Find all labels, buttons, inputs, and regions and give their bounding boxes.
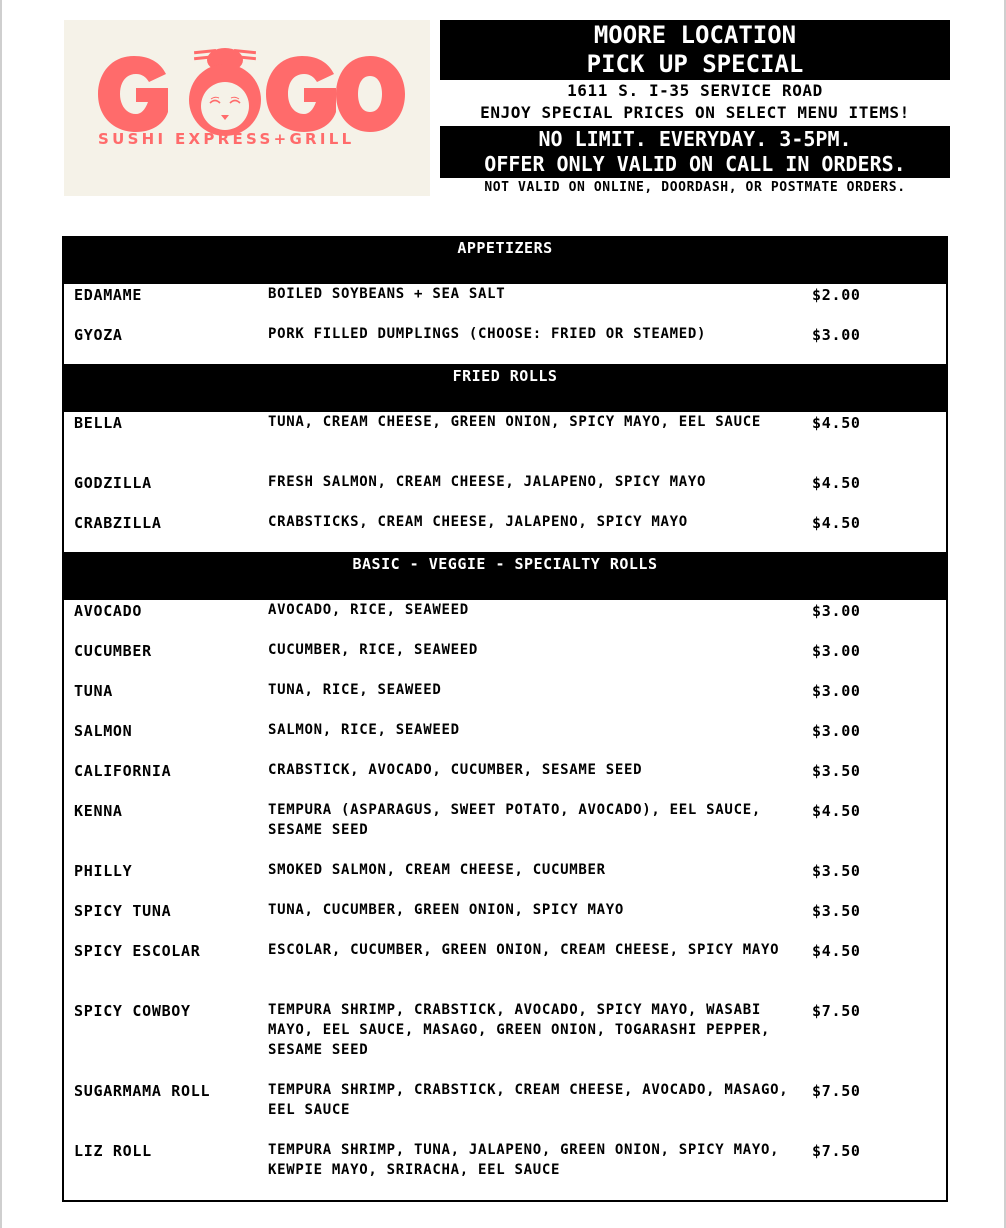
promo-disclaimer: NOT VALID ON ONLINE, DOORDASH, OR POSTMATE ORDERS. <box>484 180 906 195</box>
menu-item-price: $4.50 <box>812 802 861 820</box>
menu-item-desc: CRABSTICKS, CREAM CHEESE, JALAPENO, SPICY MAYO <box>268 514 688 530</box>
menu-item-desc: BOILED SOYBEANS + SEA SALT <box>268 286 506 302</box>
menu-item-desc: SALMON, RICE, SEAWEED <box>268 722 460 738</box>
logo-tagline: SUSHI EXPRESS+GRILL <box>98 130 355 148</box>
menu-item-desc: TEMPURA SHRIMP, CRABSTICK, CREAM CHEESE, AVOCADO, MASAGO, EEL SAUCE <box>268 1082 789 1118</box>
menu-table <box>62 236 948 1202</box>
menu-item-name: BELLA <box>74 414 123 432</box>
menu-item-name: SALMON <box>74 722 133 740</box>
menu-item-desc: TUNA, CREAM CHEESE, GREEN ONION, SPICY MAYO, EEL SAUCE <box>268 414 761 430</box>
menu-item-price: $4.50 <box>812 942 861 960</box>
menu-item-price: $4.50 <box>812 414 861 432</box>
menu-item-row <box>64 1140 946 1200</box>
menu-item-name: AVOCADO <box>74 602 143 620</box>
menu-item-price: $3.50 <box>812 902 861 920</box>
menu-item-row <box>64 1000 946 1080</box>
menu-item-name: SPICY COWBOY <box>74 1002 191 1020</box>
menu-item-price: $7.50 <box>812 1082 861 1100</box>
menu-item-row <box>64 680 946 720</box>
menu-item-row <box>64 860 946 900</box>
menu-item-row <box>64 940 946 1000</box>
menu-item-desc: TEMPURA SHRIMP, TUNA, JALAPENO, GREEN ONION, SPICY MAYO, KEWPIE MAYO, SRIRACHA, EEL SAUCE <box>268 1142 780 1178</box>
menu-item-row <box>64 760 946 800</box>
menu-item-row <box>64 800 946 860</box>
promo-offer-line1: NO LIMIT. EVERYDAY. 3-5PM. <box>538 127 852 151</box>
promo-block <box>440 20 950 198</box>
logo <box>64 20 430 196</box>
menu-item-name: GODZILLA <box>74 474 152 492</box>
menu-item-name: SUGARMAMA ROLL <box>74 1082 211 1100</box>
menu-item-desc: FRESH SALMON, CREAM CHEESE, JALAPENO, SPICY MAYO <box>268 474 707 490</box>
menu-item-desc: TUNA, CUCUMBER, GREEN ONION, SPICY MAYO <box>268 902 625 918</box>
menu-item-price: $4.50 <box>812 514 861 532</box>
menu-item-price: $2.00 <box>812 286 861 304</box>
menu-item-desc: SMOKED SALMON, CREAM CHEESE, CUCUMBER <box>268 862 606 878</box>
menu-item-price: $3.00 <box>812 602 861 620</box>
menu-item-desc: AVOCADO, RICE, SEAWEED <box>268 602 469 618</box>
menu-item-desc: TEMPURA (ASPARAGUS, SWEET POTATO, AVOCADO), EEL SAUCE, SESAME SEED <box>268 802 761 838</box>
gogo-logo-icon <box>96 48 406 138</box>
menu-item-desc: CUCUMBER, RICE, SEAWEED <box>268 642 478 658</box>
menu-item-row <box>64 900 946 940</box>
section-header-basic-veggie-specialty-rolls: BASIC - VEGGIE - SPECIALTY ROLLS <box>64 552 946 600</box>
menu-item-row <box>64 640 946 680</box>
menu-item-name: CALIFORNIA <box>74 762 172 780</box>
menu-item-price: $3.00 <box>812 722 861 740</box>
promo-title <box>440 20 950 80</box>
menu-item-name: CUCUMBER <box>74 642 152 660</box>
menu-item-price: $7.50 <box>812 1002 861 1020</box>
menu-item-desc: CRABSTICK, AVOCADO, CUCUMBER, SESAME SEED <box>268 762 643 778</box>
menu-item-price: $3.00 <box>812 642 861 660</box>
menu-item-desc: ESCOLAR, CUCUMBER, GREEN ONION, CREAM CHEESE, SPICY MAYO <box>268 942 780 958</box>
menu-item-price: $3.50 <box>812 862 861 880</box>
menu-item-name: LIZ ROLL <box>74 1142 152 1160</box>
menu-item-name: CRABZILLA <box>74 514 162 532</box>
menu-item-name: TUNA <box>74 682 113 700</box>
menu-item-row <box>64 720 946 760</box>
promo-offer-line2: OFFER ONLY VALID ON CALL IN ORDERS. <box>484 152 906 176</box>
promo-title-line2: PICK UP SPECIAL <box>586 50 804 78</box>
section-header-appetizers: APPETIZERS <box>64 236 946 284</box>
menu-item-name: EDAMAME <box>74 286 143 304</box>
menu-item-row <box>64 412 946 472</box>
menu-item-price: $3.00 <box>812 682 861 700</box>
menu-item-name: PHILLY <box>74 862 133 880</box>
menu-item-row <box>64 1080 946 1140</box>
menu-item-name: KENNA <box>74 802 123 820</box>
promo-address: 1611 S. I-35 SERVICE ROAD <box>567 81 823 100</box>
menu-item-price: $3.00 <box>812 326 861 344</box>
menu-item-desc: TUNA, RICE, SEAWEED <box>268 682 442 698</box>
menu-item-row <box>64 512 946 552</box>
menu-item-name: SPICY ESCOLAR <box>74 942 201 960</box>
menu-item-price: $3.50 <box>812 762 861 780</box>
menu-item-desc: PORK FILLED DUMPLINGS (CHOOSE: FRIED OR STEAMED) <box>268 326 707 342</box>
menu-item-price: $7.50 <box>812 1142 861 1160</box>
section-header-fried-rolls: FRIED ROLLS <box>64 364 946 412</box>
menu-item-row <box>64 600 946 640</box>
promo-title-line1: MOORE LOCATION <box>593 21 797 49</box>
promo-offer <box>440 126 950 178</box>
menu-item-name: GYOZA <box>74 326 123 344</box>
menu-item-row <box>64 472 946 512</box>
promo-tagline: ENJOY SPECIAL PRICES ON SELECT MENU ITEMS! <box>480 103 910 122</box>
menu-item-row <box>64 284 946 324</box>
menu-item-price: $4.50 <box>812 474 861 492</box>
menu-item-desc: TEMPURA SHRIMP, CRABSTICK, AVOCADO, SPICY MAYO, WASABI MAYO, EEL SAUCE, MASAGO, GREEN ONION, TOGARASHI PEPPER, SESAME SEED <box>268 1002 771 1058</box>
menu-item-row <box>64 324 946 364</box>
menu-item-name: SPICY TUNA <box>74 902 172 920</box>
